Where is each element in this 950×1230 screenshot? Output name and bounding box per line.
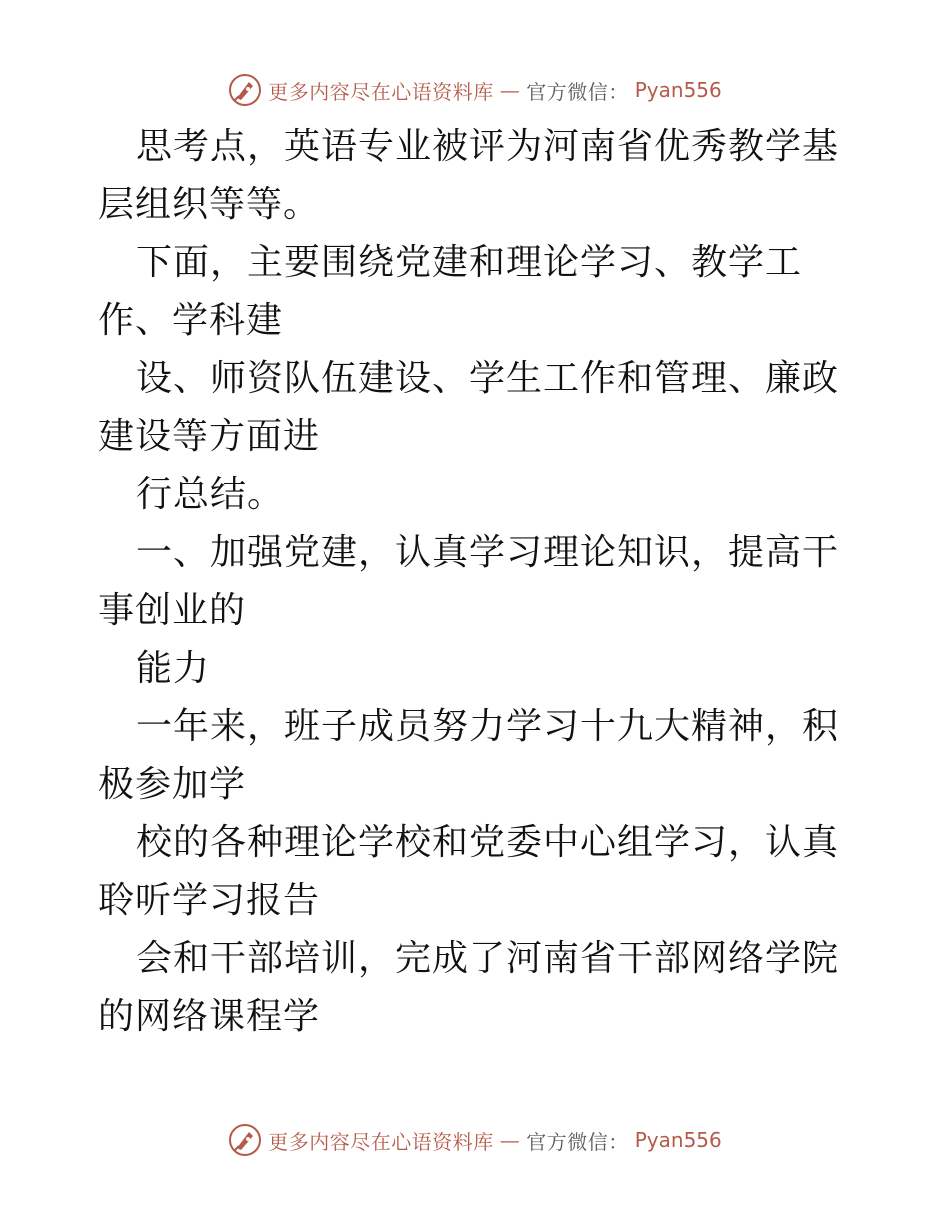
footer-watermark [0,1120,950,1160]
watermark-wechat-id: Pyan556 [634,78,722,102]
paragraph-7: 一年来，班子成员努力学习十九大精神，积极参加学 [98,706,840,805]
paragraph-5: 一、加强党建，认真学习理论知识，提高干事创业的 [98,532,840,631]
watermark-wechat-id: Pyan556 [634,1128,722,1152]
watermark-separator: — [499,1128,521,1152]
watermark-official-label: 官方微信： [526,1129,629,1154]
paragraph-2: 下面，主要围绕党建和理论学习、教学工作、学科建 [98,242,803,341]
paragraph-6: 能力 [136,648,211,689]
header-watermark [0,70,950,110]
paragraph-3: 设、师资队伍建设、学生工作和管理、廉政建设等方面进 [98,358,840,457]
pen-nib-logo-icon [228,1123,262,1157]
watermark-official-label: 官方微信： [526,79,629,104]
paragraph-9: 会和干部培训，完成了河南省干部网络学院的网络课程学 [98,938,840,1037]
document-body [98,118,858,1046]
watermark-main-text: 更多内容尽在心语资料库 [268,79,494,104]
watermark-main-text: 更多内容尽在心语资料库 [268,1129,494,1154]
watermark-separator: — [499,78,521,102]
paragraph-4: 行总结。 [136,474,285,515]
pen-nib-logo-icon [228,73,262,107]
paragraph-8: 校的各种理论学校和党委中心组学习，认真聆听学习报告 [98,822,840,921]
paragraph-1: 思考点，英语专业被评为河南省优秀教学基层组织等等。 [98,126,840,225]
